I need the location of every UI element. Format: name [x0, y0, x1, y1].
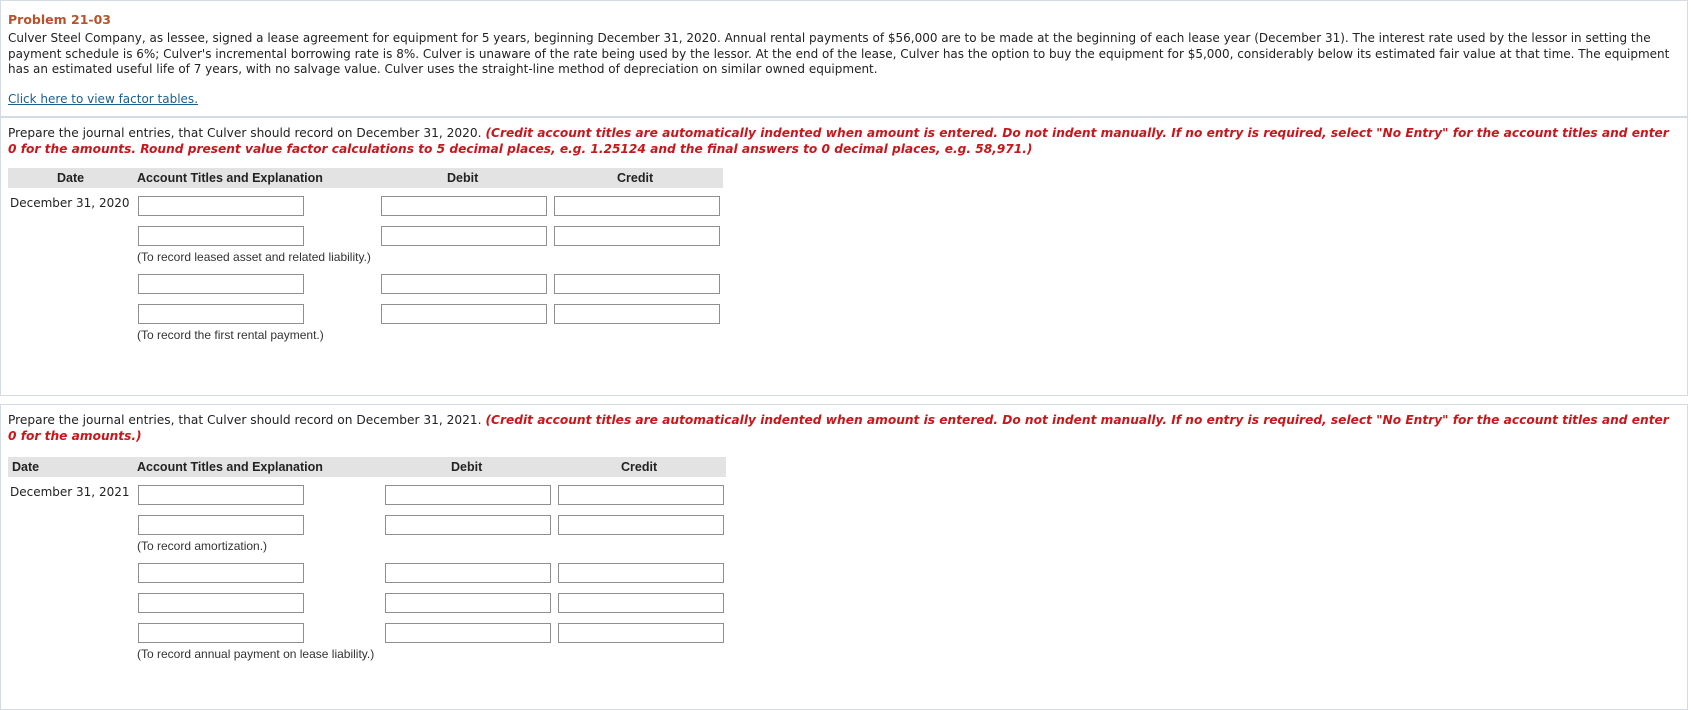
- credit-input[interactable]: [558, 593, 724, 613]
- credit-input[interactable]: [554, 274, 720, 294]
- debit-input[interactable]: [385, 515, 551, 535]
- credit-input[interactable]: [558, 563, 724, 583]
- debit-input[interactable]: [385, 563, 551, 583]
- instruction-text: Prepare the journal entries, that Culver should record on December 31, 2020.: [8, 126, 482, 140]
- header-account: Account Titles and Explanation: [137, 460, 323, 474]
- debit-input[interactable]: [385, 623, 551, 643]
- entry-note: (To record annual payment on lease liability.): [137, 647, 375, 661]
- header-date: Date: [57, 171, 85, 185]
- debit-input[interactable]: [381, 304, 547, 324]
- problem-statement: Culver Steel Company, as lessee, signed a lease agreement for equipment for 5 years, beginning December 31, 2020. Annual rental payments of $56,000 are to be made at the beginning of each lease year (December 31). The interest rate used by the lessor in setting the payment schedule is 6%; Culver's incremental borrowing rate is 8%. Culver is unaware of the rate being used by the lessor. At the end of the lease, Culver has the option to buy the equipment for $5,000, considerably below its estimated fair value at that time. The equipment has an estimated useful life of 7 years, with no salvage value. Culver uses the straight-line method of depreciation on similar owned equipment.: [8, 31, 1670, 76]
- entry-date: December 31, 2021: [10, 485, 130, 499]
- problem-panel: [0, 0, 1688, 117]
- problem-title: Problem 21-03: [8, 12, 111, 27]
- debit-input[interactable]: [381, 226, 547, 246]
- account-title-input[interactable]: [138, 196, 304, 216]
- instructions-2021: [8, 413, 1678, 444]
- entry-note: (To record amortization.): [137, 539, 268, 553]
- account-title-input[interactable]: [138, 274, 304, 294]
- header-account: Account Titles and Explanation: [137, 171, 323, 185]
- header-credit: Credit: [621, 460, 658, 474]
- debit-input[interactable]: [385, 593, 551, 613]
- account-title-input[interactable]: [138, 593, 304, 613]
- credit-input[interactable]: [558, 485, 724, 505]
- credit-input[interactable]: [558, 515, 724, 535]
- credit-input[interactable]: [554, 304, 720, 324]
- journal-panel-2020: [0, 117, 1688, 396]
- header-debit: Debit: [447, 171, 479, 185]
- entry-date: December 31, 2020: [10, 196, 130, 210]
- credit-input[interactable]: [554, 226, 720, 246]
- journal-panel-2021: [0, 404, 1688, 710]
- factor-tables-link[interactable]: Click here to view factor tables.: [8, 92, 199, 106]
- account-title-input[interactable]: [138, 563, 304, 583]
- debit-input[interactable]: [381, 274, 547, 294]
- account-title-input[interactable]: [138, 304, 304, 324]
- header-date: Date: [12, 460, 40, 474]
- instructions-2020: [8, 126, 1678, 157]
- account-title-input[interactable]: [138, 623, 304, 643]
- entry-note: (To record leased asset and related liability.): [137, 250, 371, 264]
- credit-input[interactable]: [558, 623, 724, 643]
- debit-input[interactable]: [381, 196, 547, 216]
- instruction-note: (Credit account titles are automatically indented when amount is entered. Do not indent manually. If no entry is required, select "No Entry" for the account titles and enter 0 for the amounts. Round present value factor calculations to 5 decimal places, e.g. 1.25124 and the final answers to 0 decimal places, e.g. 58,971.): [8, 126, 1669, 156]
- debit-input[interactable]: [385, 485, 551, 505]
- account-title-input[interactable]: [138, 515, 304, 535]
- journal-header: [8, 168, 723, 188]
- instruction-text: Prepare the journal entries, that Culver should record on December 31, 2021.: [8, 413, 482, 427]
- instruction-note: (Credit account titles are automatically indented when amount is entered. Do not indent manually. If no entry is required, select "No Entry" for the account titles and enter 0 for the amounts.): [8, 413, 1669, 443]
- journal-header: [8, 457, 726, 477]
- account-title-input[interactable]: [138, 226, 304, 246]
- credit-input[interactable]: [554, 196, 720, 216]
- entry-note: (To record the first rental payment.): [137, 328, 324, 342]
- account-title-input[interactable]: [138, 485, 304, 505]
- header-debit: Debit: [451, 460, 483, 474]
- header-credit: Credit: [617, 171, 654, 185]
